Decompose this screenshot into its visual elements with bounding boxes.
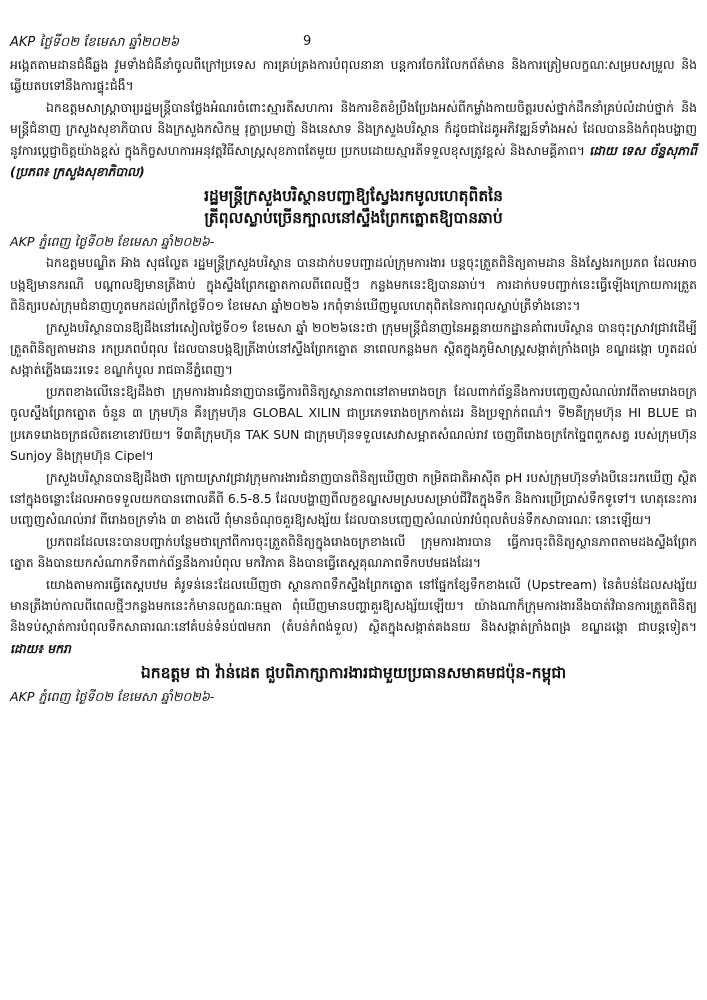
article-1	[10, 54, 697, 182]
article-1-closing-text: ឯកឧត្តមសាស្ត្រាចារ្យរដ្ឋមន្ត្រីបានថ្លែងអំណរចំពោះស្មារតីសហការ និងការខិតខំប្រឹងប្រែងអស់ពីកម្លាំងកាយចិត្តរបស់ថ្នាក់ដឹកនាំគ្រប់លំដាប់ថ្នាក់ និងមន្ត្រីជំនាញ ក្រសួងសុខាភិបាល និងក្រសួងកសិកម្ម រុក្ខាប្រមាញ់ និងនេសាទ និងក្រសួងបរិស្ថាន ក៏ដូចជាដៃគូអភិវឌ្ឍន៍ទាំងអស់ ដែលបាននិងកំពុងបង្ហាញនូវការប្តេជ្ញាចិត្តយ៉ាងខ្ពស់ ក្នុងកិច្ចសហការអនុវត្តវិធីសាស្ត្រសុខភាពតែមួយ ប្រកបដោយស្មារតីទទួលខុសត្រូវខ្ពស់ និងសាមគ្គីភាព។	[10, 99, 697, 158]
article-3-dateline: AKP ភ្នំពេញ ថ្ងៃទី០២ ខែមេសា ឆ្នាំ២០២៦-	[10, 689, 215, 705]
article-1-continuation: អង្កេតតាមដានជំងឺឆ្លង វូមទាំងជំងឺនាំចូលពីក្រៅប្រទេស ការគ្រប់គ្រងការបំពុលនានា បន្តការចែករំលែកព័ត៌មាន និងការត្រៀមលក្ខណៈសម្របសម្រួល និងឆ្លើយតបទៅនឹងការផ្ទុះជំងឺ។	[10, 57, 697, 94]
article-2	[10, 185, 697, 659]
article-2-byline: ដោយ៖ មករា	[10, 640, 71, 656]
article-2-title-line-1: រដ្ឋមន្ត្រីក្រសួងបរិស្ថានបញ្ជាឱ្យស្វែងរកមូលហេតុពិតនៃ	[204, 187, 503, 206]
article-1-closing-paragraph	[10, 97, 697, 183]
article-2-paragraph: ប្រភពខាងលើនេះឱ្យដឹងថា ក្រុមការងារជំនាញបានធ្វើការពិនិត្យស្ថានភាពនៅតាមរោងចក្រ ដែលពាក់ព័ន្ធនឹងការបញ្ចេញសំណល់រាវពីតាមរោងចក្រ ចូលស្ទឹងព្រែកត្នោត ចំនួន ៣ ក្រុមហ៊ុន គឺ៖ក្រុមហ៊ុន GLOBAL XILIN ជាប្រភេទរោងចក្រកាត់ដេរ និងប្រឡាក់ពណ៌។ ទី២គឺក្រុមហ៊ុន HI BLUE ជាប្រភេទរោងចក្រផលិតខោខោវប៊យ។ ទី៣គឺក្រុមហ៊ុន TAK SUN ជាក្រុមហ៊ុនទទួលសេវាសម្អាតសំណល់រាវ ចេញពីរោងចក្រកែច្នៃពពួកសត្វ របស់ក្រុមហ៊ុន Sunjoy និងក្រុមហ៊ុន Cipel។	[10, 383, 697, 464]
page-header	[10, 34, 697, 54]
page-number: 9	[303, 34, 312, 49]
article-2-dateline: AKP ភ្នំពេញ ថ្ងៃទី០២ ខែមេសា ឆ្នាំ២០២៦-	[10, 234, 215, 250]
article-2-last-paragraph-text: យោងតាមការធ្វើតេស្តបឋម គំរូទន់នេះដែលឃើញថា ស្ថានភាពទឹកស្ទឹងព្រែកត្នោត នៅផ្នែកខ្សែទឹកខាងលើ (Upstream) នៃតំបន់ដែលសង្ស័យមានត្រីងាប់កាលពីពេលថ្មីៗកន្លងមកនេះកំមានលក្ខណៈធម្មតា ពុំឃើញមានបញ្ហាគួរឱ្យសង្ស័យឡើយ។ យ៉ាងណាក៏ក្រុមការងារនឹងបាត់វិធានការត្រួតពិនិត្យ និងទប់ស្កាត់ការបំពុលទឹកសាធារណៈនៅគំបន់ទំនប់៧មករា (តំបន់កំពង់ទួល) ស្ថិតក្នុងសង្កាត់គងនយ និងសង្កាត់ក្រាំងពង្រ ខណ្ឌដង្កោ ជាបន្តទៀត។	[10, 576, 697, 635]
article-1-byline: ដោយ ទេស ច័ន្ទសុភាពី (ប្រភព៖ ក្រសួងសុខាភិបាល)	[10, 142, 697, 180]
article-3	[10, 662, 697, 707]
article-2-title-line-2: ត្រីពុលស្លាប់ច្រើនក្បាលនៅស្ទឹងព្រែកត្នោតឱ្យបានឆាប់	[204, 209, 503, 228]
article-3-title: ឯកឧត្តម ជា វ៉ាន់ដេត ជួបពិភាក្សាការងារជាមួយប្រធានសមាគមជប៉ុន-កម្ពុជា	[140, 664, 567, 683]
article-2-paragraph: ឯកឧត្តមបណ្ឌិត អ៊ាង សុផល្លែត រដ្ឋមន្ត្រីក្រសួងបរិស្ថាន បានដាក់បទបញ្ជាដល់ក្រុមការងារ បន្តចុះត្រួតពិនិត្យតាមដាន និងស្វែងរកប្រភព ដែលអាចបង្កឱ្យមានករណី បណ្តាលឱ្យមានត្រីងាប់ ក្នុងស្ទឹងព្រែកត្នោតកាលពីពេលថ្មីៗ កន្លងមកនេះឱ្យបានឆាប់។ ការដាក់បទបញ្ជាក់នេះធ្វើឡើងក្រោយការត្រួតពិនិត្យរបស់ក្រុមជំនាញហូតមកដល់ព្រឹកថ្ងៃទី០១ ខែមេសា ឆ្នាំ២០២៦ រកពុំទាន់ឃើញមូលហេតុពិតនៃការពុលស្លាប់ត្រីទាំងនោះ។	[10, 255, 697, 314]
article-2-title	[10, 185, 697, 229]
header-issue-date: AKP ថ្ងៃទី០២ ខែមេសា ឆ្នាំ២០២៦	[10, 35, 180, 50]
article-2-paragraph: ប្រភពដដែលនេះបានបញ្ជាក់បន្ថែមថាក្រៅពីការចុះត្រួតពិនិត្យក្នុងរោងចក្រខាងលើ ក្រុមការងារបាន ធ្វើការចុះពិនិត្យស្ថានភាពតាមដងស្ទឹងព្រែកត្នោត និងបានយកសំណាកទឹកពាក់ព័ន្ធនឹងការបំពុល មកវិភាគ និងបានធ្វើតេស្តគុណភាពទឹកបឋមផងដែរ។	[10, 533, 697, 571]
article-2-paragraph: ក្រសួងបរិស្ថានបានឱ្យដឹងនៅរសៀលថ្ងៃទី០១ ខែមេសា ឆ្នាំ ២០២៦នេះថា ក្រុមមន្ត្រីជំនាញនៃអគ្គនាយកដ្ឋានគាំពារបរិស្ថាន បានចុះស្រាវជ្រាវដើម្បីត្រួតពិនិត្យតាមដាន រកប្រភពបំពុល ដែលបានបង្កឱ្យត្រីងាប់នៅស្ទឹងព្រែកត្នោត នាពេលកន្លងមក ស្ថិតក្នុងភូមិសាស្ត្រសង្កាត់ក្រាំងពង្រ ខណ្ឌដង្កោ ហូតដល់សង្កាត់ភ្លើងឆេះរទេះ ខណ្ឌកំបូល រាជធានីភ្នំពេញ។	[10, 319, 697, 378]
article-2-paragraph: ក្រសួងបរិស្ថានបានឱ្យដឹងថា ក្រោយស្រាវជ្រាវក្រុមការងារជំនាញបានពិនិត្យឃើញថា កម្រិតជាតិអាស៊ីត pH របស់ក្រុមហ៊ុនទាំងបីនេះរកឃើញ ស្ថិតនៅក្នុងចន្លោះដែលអាចទទួលយកបានពោលគឺពី 6.5-8.5 ដែលបង្ហាញពីលក្ខខណ្ឌសមស្របសម្រាប់ជីវិតក្នុងទឹក និងការប្រើប្រាស់ទឹកទូទៅ។ ហេតុនេះការបញ្ចេញសំណល់រាវ ពីរោងចក្រទាំង ៣ ខាងលើ ពុំមានចំណុចគួរឱ្យសង្ស័យ ដែលបានបញ្ចេញសំណល់រាវបំពុលតំបន់ទឹកសាធារណៈ នោះឡើយ។	[10, 469, 697, 528]
article-2-last-paragraph	[10, 574, 697, 660]
